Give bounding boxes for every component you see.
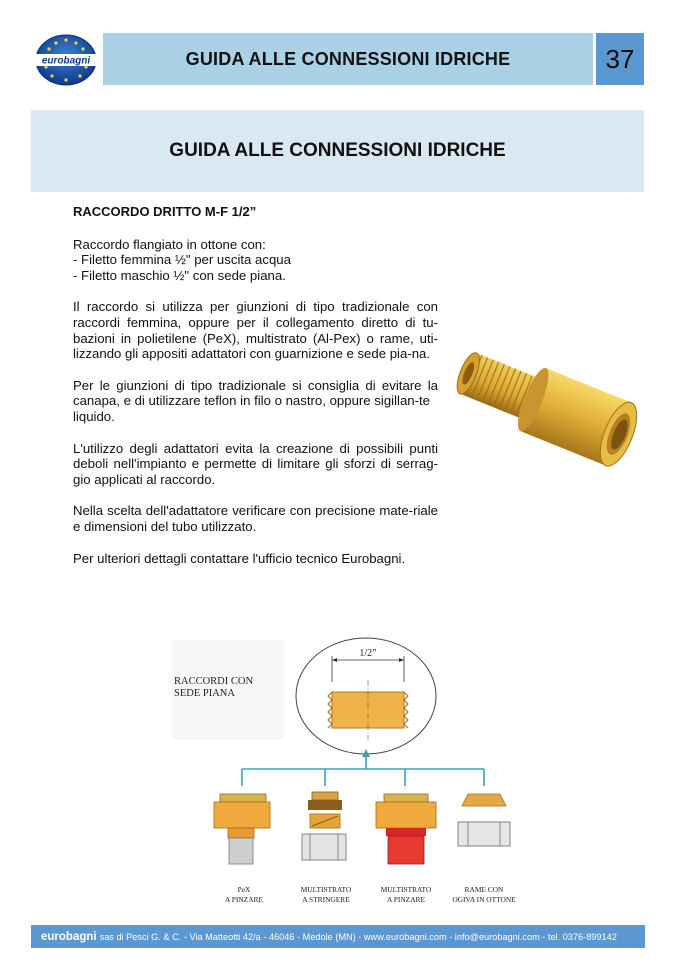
adapter-caption-line2: A PINZARE (387, 895, 425, 904)
logo-text: eurobagni (41, 55, 91, 67)
footer-contact: sas di Pesci G. & C. - Via Matteotti 42/a - 46046 - Medole (MN) - www.eurobagni.com - info@eurobagni.com - tel. 0376-899142 (99, 931, 617, 942)
footer-brand: eurobagni (41, 930, 97, 943)
adapter-caption-line1: PeX (237, 885, 251, 894)
section-title-box (31, 110, 644, 192)
brass-fitting-image (452, 336, 644, 486)
adapter-pex (214, 794, 270, 864)
paragraph: L'utilizzo degli adattatori evita la creazione di possibili punti deboli nell'impianto e permette di limitare gli sforzi di serrag-gio applicati al raccordo. (73, 440, 438, 487)
adapter-multistrato-pinzare (376, 794, 436, 864)
adapter-multistrato-stringere (302, 792, 346, 860)
connector-lines (242, 753, 484, 786)
section-title: GUIDA ALLE CONNESSIONI IDRICHE (169, 140, 506, 161)
paragraph: Per ulteriori dettagli contattare l'ufficio tecnico Eurobagni. (73, 550, 406, 566)
diagram-label-line2: SEDE PIANA (174, 688, 235, 699)
adapter-caption-line1: MULTISTRATO (300, 885, 352, 894)
dimension-label: 1/2” (359, 648, 377, 659)
adapter-caption-line2: A PINZARE (225, 895, 263, 904)
intro-line: - Filetto maschio ½" con sede piana. (73, 267, 286, 283)
diagram-label-line1: RACCORDI CON (174, 676, 254, 687)
paragraph: liquido. (73, 408, 115, 424)
header-title: GUIDA ALLE CONNESSIONI IDRICHE (185, 48, 511, 69)
adapter-caption-line1: MULTISTRATO (380, 885, 432, 894)
adapter-caption-line1: RAME CON (464, 885, 504, 894)
article-text (73, 204, 438, 582)
footer-bar (31, 925, 645, 948)
intro-line: - Filetto femmina ½" per uscita acqua (73, 252, 291, 268)
article-heading: RACCORDO DRITTO M-F 1/2” (73, 204, 257, 219)
adapter-rame-ogiva (458, 794, 510, 846)
eurobagni-logo (34, 34, 98, 86)
intro-block (73, 237, 438, 284)
adapter-caption-line2: OGIVA IN OTTONE (452, 895, 516, 904)
paragraph: Per le giunzioni di tipo tradizionale si consiglia di evitare la canapa, e di utilizzare teflon in filo o nastro, oppure sigillan-te (73, 377, 438, 409)
intro-line: Raccordo flangiato in ottone con: (73, 236, 266, 252)
adapters-diagram (160, 636, 520, 916)
page-number: 37 (605, 43, 635, 74)
header-bar (103, 33, 593, 85)
paragraph: Nella scelta dell'adattatore verificare con precisione mate-riale e dimensioni del tubo utilizzato. (73, 503, 438, 534)
paragraph: Il raccordo si utilizza per giunzioni di tipo tradizionale con raccordi femmina, oppure per il collegamento diretto di tu-bazioni in polietilene (PeX), multistrato (Al-Pex) o rame, uti-lizzando gli appositi adattatori con guarnizione e sede pia-na. (73, 299, 438, 362)
adapter-caption-line2: A STRINGERE (302, 895, 350, 904)
page-number-box (596, 33, 644, 85)
